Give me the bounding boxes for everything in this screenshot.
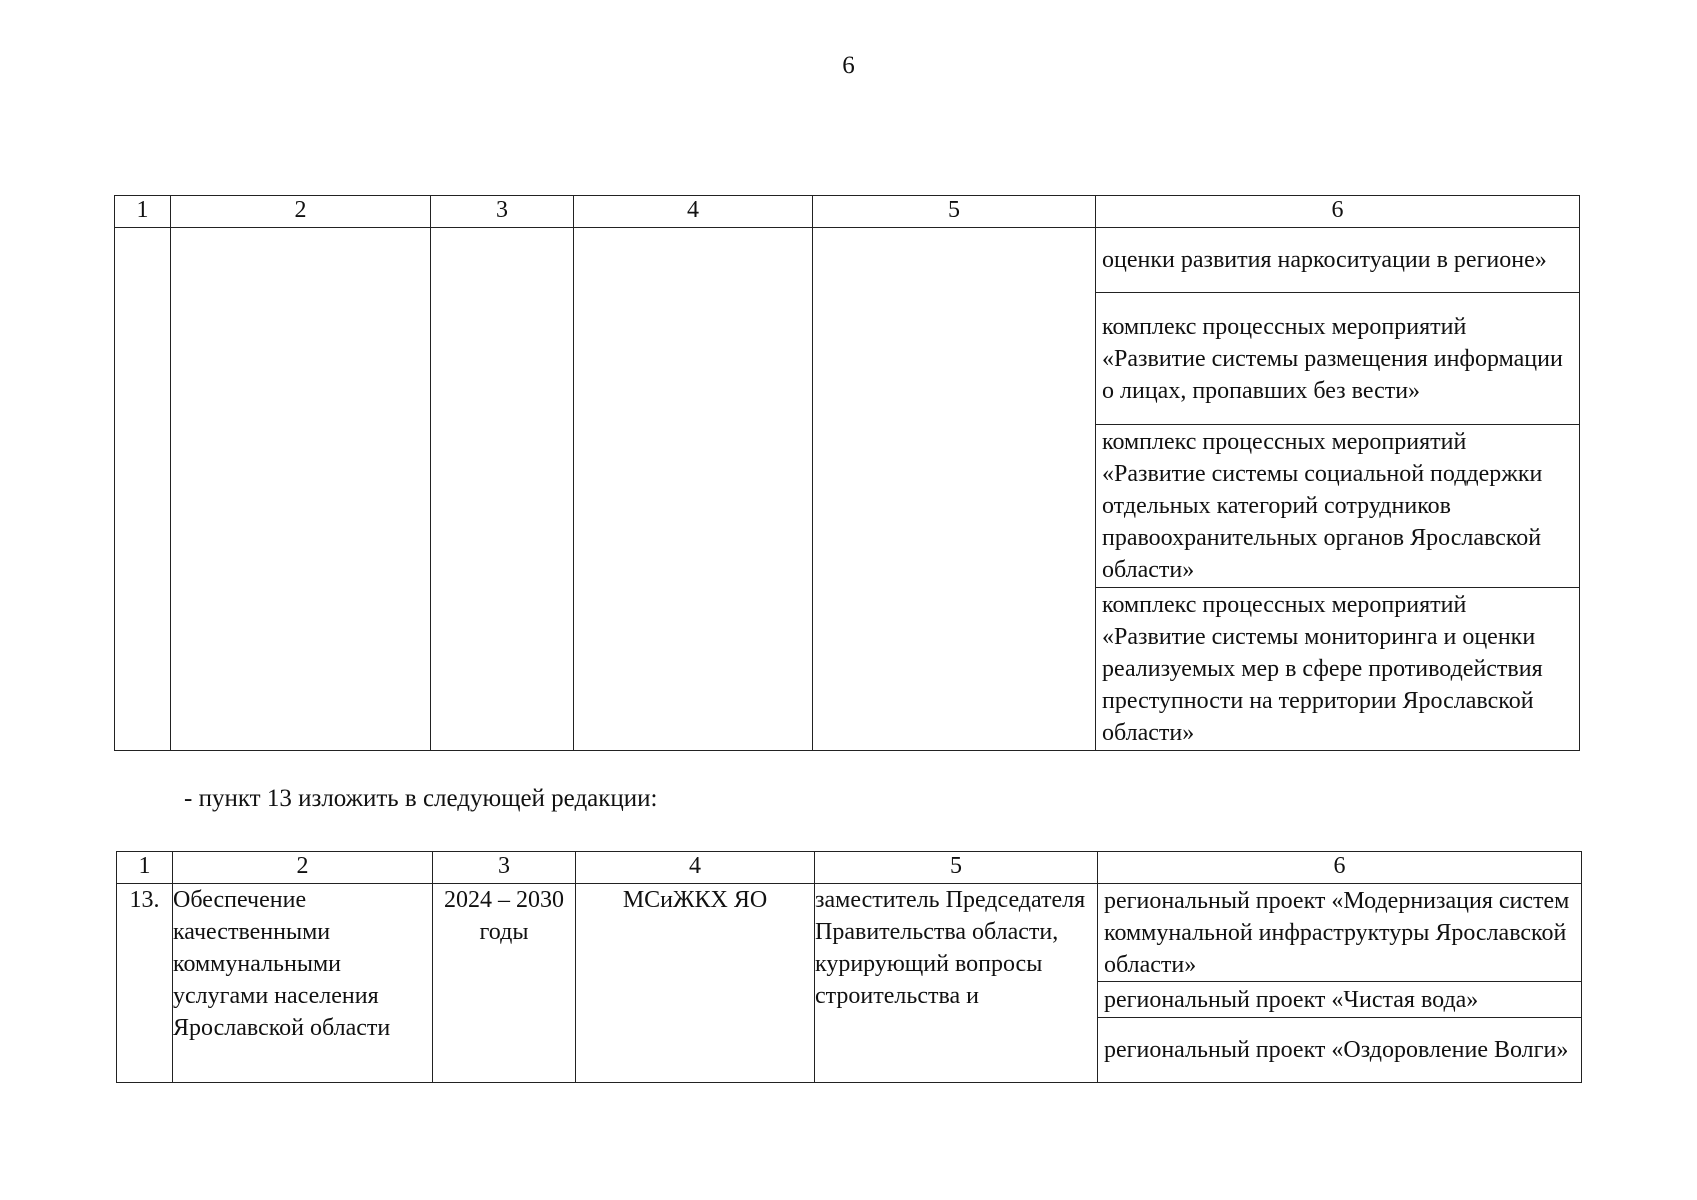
measure-item: комплекс процессных мероприятий «Развитие системы размещения информации о лицах, пропавших без вести» (1096, 293, 1579, 425)
project-item: региональный проект «Модернизация систем коммунальной инфраструктуры Ярославской области» (1098, 884, 1581, 982)
table-continuation (114, 195, 1580, 751)
instruction-text: - пункт 13 изложить в следующей редакции: (184, 785, 658, 812)
header-cell: 4 (576, 852, 815, 884)
table-header-row (115, 196, 1580, 228)
item-number: 13. (117, 884, 173, 1083)
item-curator: заместитель Председателя Правительства области, курирующий вопросы строительства и (815, 884, 1098, 1083)
empty-cell (115, 228, 171, 751)
item-name: Обеспечение качественными коммунальными услугами населения Ярославской области (173, 884, 433, 1083)
projects-cell (1098, 884, 1582, 1083)
header-cell: 4 (574, 196, 813, 228)
measure-item: оценки развития наркоситуации в регионе» (1096, 228, 1579, 293)
empty-cell (813, 228, 1096, 751)
header-cell: 5 (815, 852, 1098, 884)
project-item: региональный проект «Оздоровление Волги» (1104, 1037, 1569, 1063)
header-cell: 2 (173, 852, 433, 884)
empty-cell (574, 228, 813, 751)
measure-item: комплекс процессных мероприятий «Развитие системы мониторинга и оценки реализуемых мер в сфере противодействия преступности на территории Ярославской области» (1102, 592, 1543, 746)
measures-cell (1096, 228, 1580, 751)
table-row (117, 884, 1582, 1083)
header-cell: 3 (433, 852, 576, 884)
header-cell: 6 (1098, 852, 1582, 884)
empty-cell (171, 228, 431, 751)
page-number: 6 (842, 52, 855, 79)
header-cell: 6 (1096, 196, 1580, 228)
table-header-row (117, 852, 1582, 884)
header-cell: 1 (115, 196, 171, 228)
table-item-13 (116, 851, 1582, 1083)
empty-cell (431, 228, 574, 751)
measure-item: комплекс процессных мероприятий «Развитие системы социальной поддержки отдельных категорий сотрудников правоохранительных органов Ярославской области» (1096, 425, 1579, 588)
header-cell: 2 (171, 196, 431, 228)
header-cell: 3 (431, 196, 574, 228)
project-item: региональный проект «Чистая вода» (1098, 982, 1581, 1018)
table-row (115, 228, 1580, 751)
header-cell: 1 (117, 852, 173, 884)
header-cell: 5 (813, 196, 1096, 228)
item-period: 2024 – 2030 годы (433, 884, 576, 1083)
item-executor: МСиЖКХ ЯО (576, 884, 815, 1083)
